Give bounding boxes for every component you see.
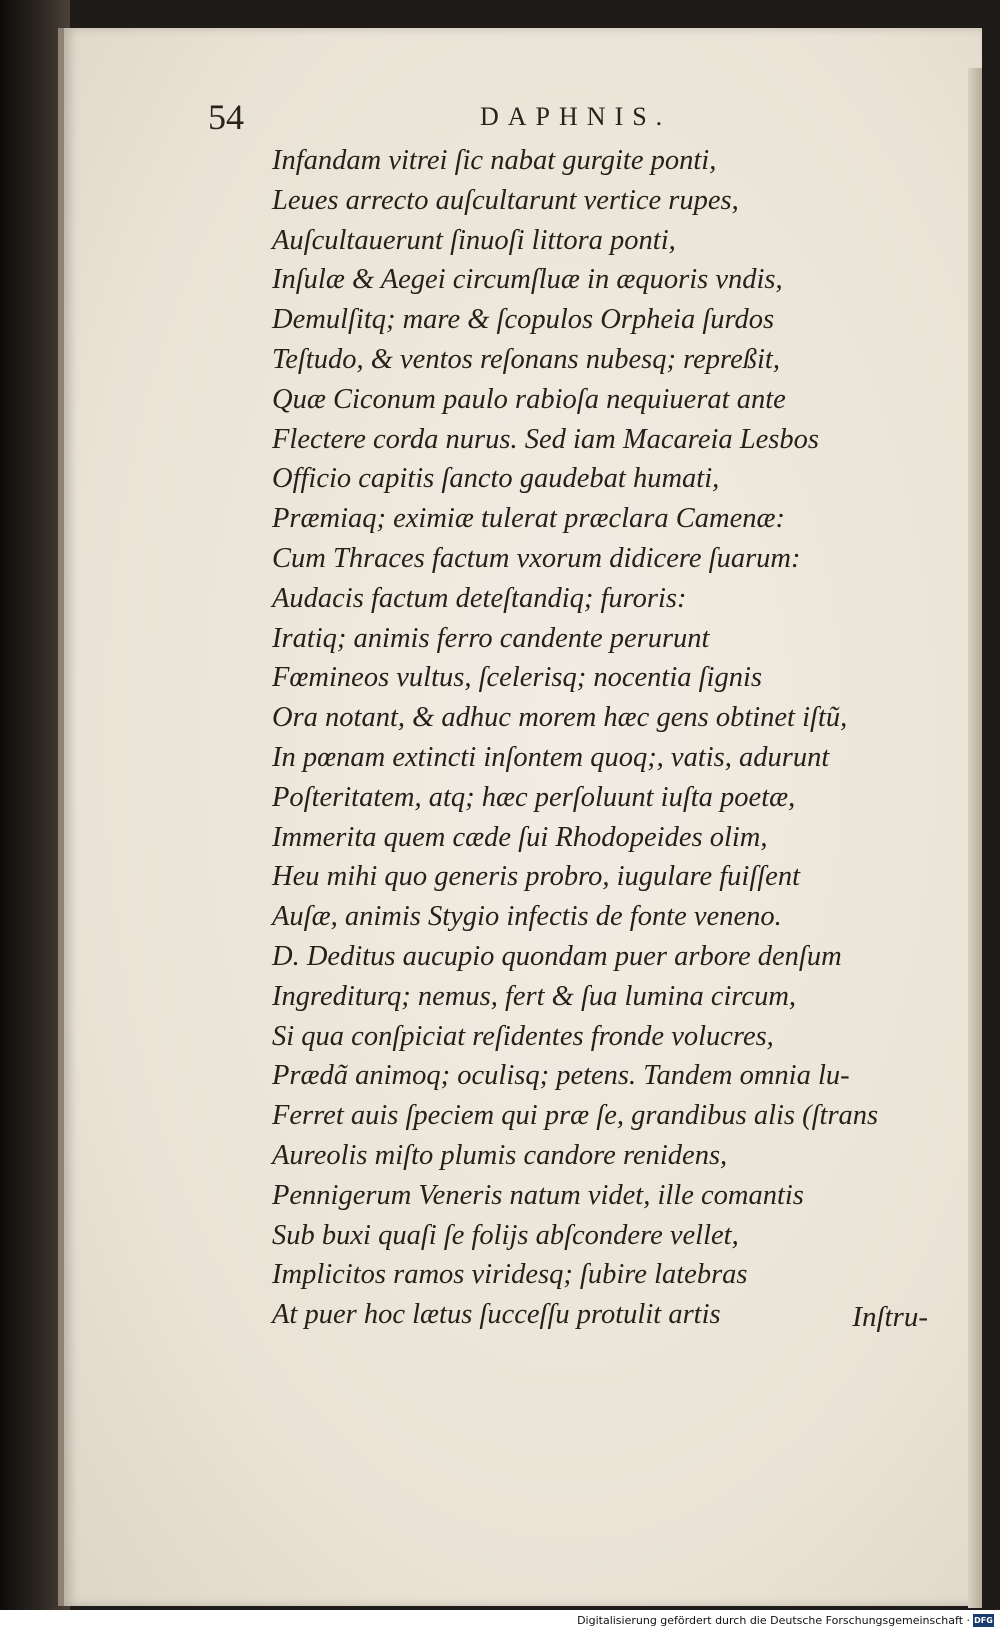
verse-line: Audacis factum deteſtandiq; furoris:	[272, 582, 687, 614]
verse-line: Immerita quem cæde ſui Rhodopeides olim,	[272, 821, 768, 853]
page-header	[208, 96, 728, 146]
verse-line: Officio capitis ſancto gaudebat humati,	[272, 463, 720, 495]
verse-line: At puer hoc lætus ſucceſſu protulit artis	[272, 1299, 721, 1331]
funding-credit: Digitalisierung gefördert durch die Deutsche Forschungsgemeinschaft ·	[577, 1614, 970, 1627]
catchword: Inſtru-	[852, 1301, 928, 1333]
verse-line: Præmiaq; eximiæ tulerat præclara Camenæ:	[272, 503, 785, 535]
page-number: 54	[208, 97, 244, 137]
verse-line: Inſulæ & Aegei circumſluæ in æquoris vndis,	[272, 264, 783, 296]
verse-line: Flectere corda nurus. Sed iam Macareia Lesbos	[272, 423, 819, 455]
verse-line: Leues arrecto auſcultarunt vertice rupes,	[272, 184, 739, 216]
verse-line: Demulſitq; mare & ſcopulos Orpheia ſurdos	[272, 304, 775, 336]
verse-line: D. Deditus aucupio quondam puer arbore denſum	[272, 940, 842, 972]
verse-line: Iratiq; animis ferro candente perurunt	[272, 622, 710, 654]
verse-line: Ferret auis ſpeciem qui præ ſe, grandibus alis (ſtrans	[272, 1100, 879, 1132]
dfg-logo-icon: DFG	[974, 1616, 993, 1625]
verse-line: Prædã animoq; oculisq; petens. Tandem omnia lu-	[272, 1060, 850, 1092]
verse-line: Sub buxi quaſi ſe folijs abſcondere vellet,	[272, 1219, 739, 1251]
verse-line: Fœmineos vultus, ſcelerisq; nocentia ſignis	[272, 662, 762, 694]
verse-line: Ora notant, & adhuc morem hæc gens obtinet iſtũ,	[272, 702, 848, 734]
verse-line: Poſteritatem, atq; hæc perſoluunt iuſta poetæ,	[272, 781, 796, 813]
verse-line: Si qua conſpiciat reſidentes fronde volucres,	[272, 1020, 774, 1052]
verse-line: Heu mihi quo generis probro, iugulare fuiſſent	[272, 861, 801, 893]
verse-line: Quæ Ciconum paulo rabioſa nequiuerat ante	[272, 383, 786, 415]
verse-line: Infandam vitrei ſic nabat gurgite ponti,	[272, 145, 717, 176]
verse-line: Ingrediturq; nemus, fert & ſua lumina circum,	[272, 980, 797, 1012]
verse-line: Auſcultauerunt ſinuoſi littora ponti,	[272, 224, 676, 256]
verse-line: In pœnam extincti inſontem quoq;, vatis, adurunt	[272, 741, 830, 773]
verse-line: Auſæ, animis Stygio infectis de fonte veneno.	[272, 901, 782, 933]
verse-line: Pennigerum Veneris natum videt, ille comantis	[272, 1179, 804, 1211]
page-edge-shadow	[968, 68, 982, 1608]
verse-line: Cum Thraces factum vxorum didicere ſuarum:	[272, 542, 801, 574]
verse-text-block	[272, 141, 962, 1335]
verse-line: Aureolis miſto plumis candore renidens,	[272, 1139, 728, 1171]
verse-line: Teſtudo, & ventos reſonans nubesq; repreßit,	[272, 343, 780, 375]
verse-line: Implicitos ramos viridesq; ſubire latebras	[272, 1259, 748, 1291]
running-title: DAPHNIS.	[480, 102, 672, 131]
